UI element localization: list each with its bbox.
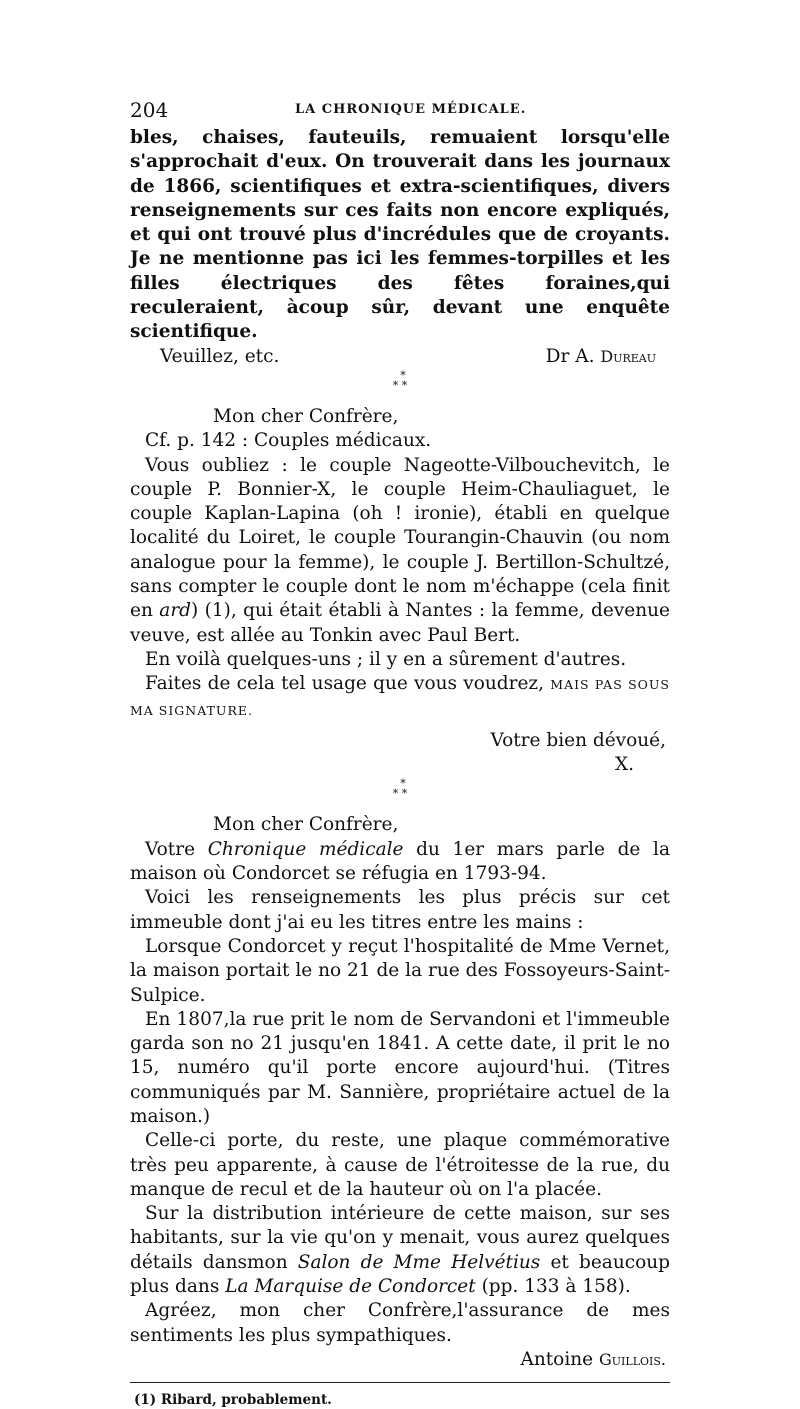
letter1-closing: Veuillez, etc.	[160, 345, 280, 367]
footnote: (1) Ribard, probablement.	[134, 1392, 332, 1409]
letter1-paragraph: bles, chaises, fauteuils, remuaient lorsqu'elle s'approchait d'eux. On trouverait dans les journaux de 1866, scientifiques et extra-scientifiques, divers renseignements sur ces faits non encore expliqués, et qui ont trouvé plus d'incrédules que de croyants. Je ne mentionne pas ici les femmes-torpilles et les filles électriques des fêtes foraines,qui reculeraient, àcoup sûr, devant une enquête scientifique.	[130, 127, 670, 343]
footnote-rule	[130, 1382, 670, 1383]
letter3-salutation: Mon cher Confrère,	[213, 814, 399, 836]
document-page	[130, 98, 670, 1409]
letter3-signature: Antoine Guillois.	[520, 1348, 666, 1370]
page-number: 204	[130, 98, 169, 122]
letter1-signature-prefix: Dr A.	[545, 345, 595, 367]
letter-guillois	[130, 813, 670, 1372]
letter1-closing-row	[130, 345, 670, 369]
letter2-ref: Cf. p. 142 : Couples médicaux.	[145, 430, 432, 452]
page-header	[130, 98, 670, 126]
letter3-paragraph-3: Lorsque Condorcet y reçut l'hospitalité de Mme Vernet, la maison portait le no 21 de la rue des Fossoyeurs-Saint-Sulpice.	[130, 935, 670, 1006]
letter2-paragraph-1: Vous oubliez : le couple Nageotte-Vilbouchevitch, le couple P. Bonnier-X, le couple Heim-Chauliaguet, le couple Kaplan-Lapina (oh ! ironie), établi en quelque localité du Loiret, le couple Tourangin-Chauvin (ou nom analogue pour la femme), le couple J. Bertillon-Schultzé, sans compter le couple dont le nom m'échappe (cela finit en ard) (1), qui était établi à Nantes : la femme, devenue veuve, est allée au Tonkin avec Paul Bert.	[130, 454, 670, 646]
letter3-paragraph-4: En 1807,la rue prit le nom de Servandoni et l'immeuble garda son no 21 jusqu'en 1841. A cette date, il prit le no 15, numéro qu'il porte encore aujourd'hui. (Titres communiqués par M. Sannière, propriétaire actuel de la maison.)	[130, 1008, 670, 1127]
letter2-paragraph-2: En voilà quelques-uns ; il y en a sûrement d'autres.	[145, 648, 627, 670]
letter-dureau	[130, 126, 670, 345]
letter2-signature: X.	[614, 754, 634, 776]
letter-x	[130, 405, 670, 777]
letter1-signature	[546, 345, 670, 369]
letter3-paragraph-2: Voici les renseignements les plus précis sur cet immeuble dont j'ai eu les titres entre les mains :	[130, 887, 670, 933]
letter3-paragraph-6: Sur la distribution intérieure de cette maison, sur ses habitants, sur la vie qu'on y menait, vous aurez quelques détails dansmon Salon de Mme Helvétius et beaucoup plus dans La Marquise de Condorcet (pp. 133 à 158).	[130, 1203, 670, 1298]
separator-stars-1: * * *	[392, 368, 408, 392]
letter2-closing: Votre bien dévoué,	[490, 729, 666, 751]
letter2-salutation: Mon cher Confrère,	[213, 405, 399, 427]
letter2-paragraph-3: Faites de cela tel usage que vous voudrez, MAIS PAS SOUS MA SIGNATURE.	[130, 673, 670, 718]
letter1-signature-name: Dureau	[600, 346, 656, 366]
letter3-paragraph-1: Votre Chronique médicale du 1er mars parle de la maison où Condorcet se réfugia en 1793-94.	[130, 838, 670, 885]
separator-stars-2: * * *	[392, 777, 408, 801]
letter3-paragraph-5: Celle-ci porte, du reste, une plaque commémorative très peu apparente, à cause de l'étroitesse de la rue, du manque de recul et de la hauteur où on l'a placée.	[130, 1130, 670, 1200]
letter3-paragraph-7: Agréez, mon cher Confrère,l'assurance de mes sentiments les plus sympathiques.	[130, 1300, 670, 1346]
running-title: LA CHRONIQUE MÉDICALE.	[295, 102, 527, 117]
